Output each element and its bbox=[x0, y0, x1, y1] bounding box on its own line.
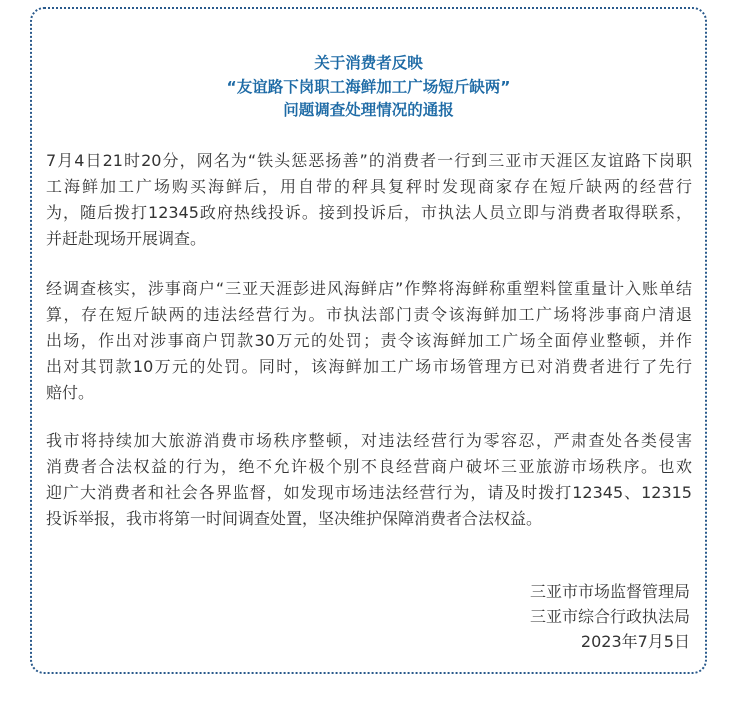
paragraph-line: 算，存在短斤缺两的违法经营行为。市执法部门责令该海鲜加工广场将涉事商户清退 bbox=[46, 305, 692, 324]
paragraph-line: 赔付。 bbox=[46, 383, 95, 402]
paragraph-line: 迎广大消费者和社会各界监督，如发现市场违法经营行为，请及时拨打12345、12315 bbox=[46, 483, 692, 502]
paragraph-line: 消费者合法权益的行为，绝不允许极个别不良经营商户破坏三亚旅游市场秩序。也欢 bbox=[46, 457, 692, 476]
paragraph-line: 出对其罚款10万元的处罚。同时，该海鲜加工广场市场管理方已对消费者进行了先行 bbox=[46, 357, 692, 376]
paragraph-line: 7月4日21时20分，网名为“铁头惩恶扬善”的消费者一行到三亚市天涯区友谊路下岗职 bbox=[46, 151, 692, 170]
paragraph-line: 经调查核实，涉事商户“三亚天涯彭进风海鲜店”作弊将海鲜称重塑料筐重量计入账单结 bbox=[46, 279, 692, 298]
signature-block bbox=[530, 579, 690, 654]
paragraph-line: 投诉举报，我市将第一时间调查处置，坚决维护保障消费者合法权益。 bbox=[46, 509, 543, 528]
issue-date: 2023年7月5日 bbox=[580, 632, 690, 651]
paragraph-line: 我市将持续加大旅游消费市场秩序整顿，对违法经营行为零容忍，严肃查处各类侵害 bbox=[46, 431, 692, 450]
paragraph-line: 出场，作出对涉事商户罚款30万元的处罚；责令该海鲜加工广场全面停业整顿，并作 bbox=[46, 331, 692, 350]
title-line-1: 关于消费者反映 bbox=[314, 54, 423, 72]
paragraph-line: 为，随后拨打12345政府热线投诉。接到投诉后，市执法人员立即与消费者取得联系， bbox=[46, 203, 692, 222]
paragraph-incident bbox=[46, 148, 692, 252]
paragraph-commitment bbox=[46, 428, 692, 532]
title-line-3: 问题调查处理情况的通报 bbox=[283, 101, 454, 119]
issuer-market-supervision: 三亚市市场监督管理局 bbox=[529, 582, 690, 601]
title-line-2: “友谊路下岗职工海鲜加工广场短斤缺两” bbox=[226, 77, 511, 96]
paragraph-line: 工海鲜加工广场购买海鲜后，用自带的秤具复秤时发现商家存在短斤缺两的经营行 bbox=[46, 177, 692, 196]
issuer-law-enforcement: 三亚市综合行政执法局 bbox=[529, 607, 690, 626]
paragraph-investigation-result bbox=[46, 276, 692, 406]
notice-title bbox=[32, 52, 705, 123]
paragraph-line: 并赶赴现场开展调查。 bbox=[46, 229, 207, 248]
